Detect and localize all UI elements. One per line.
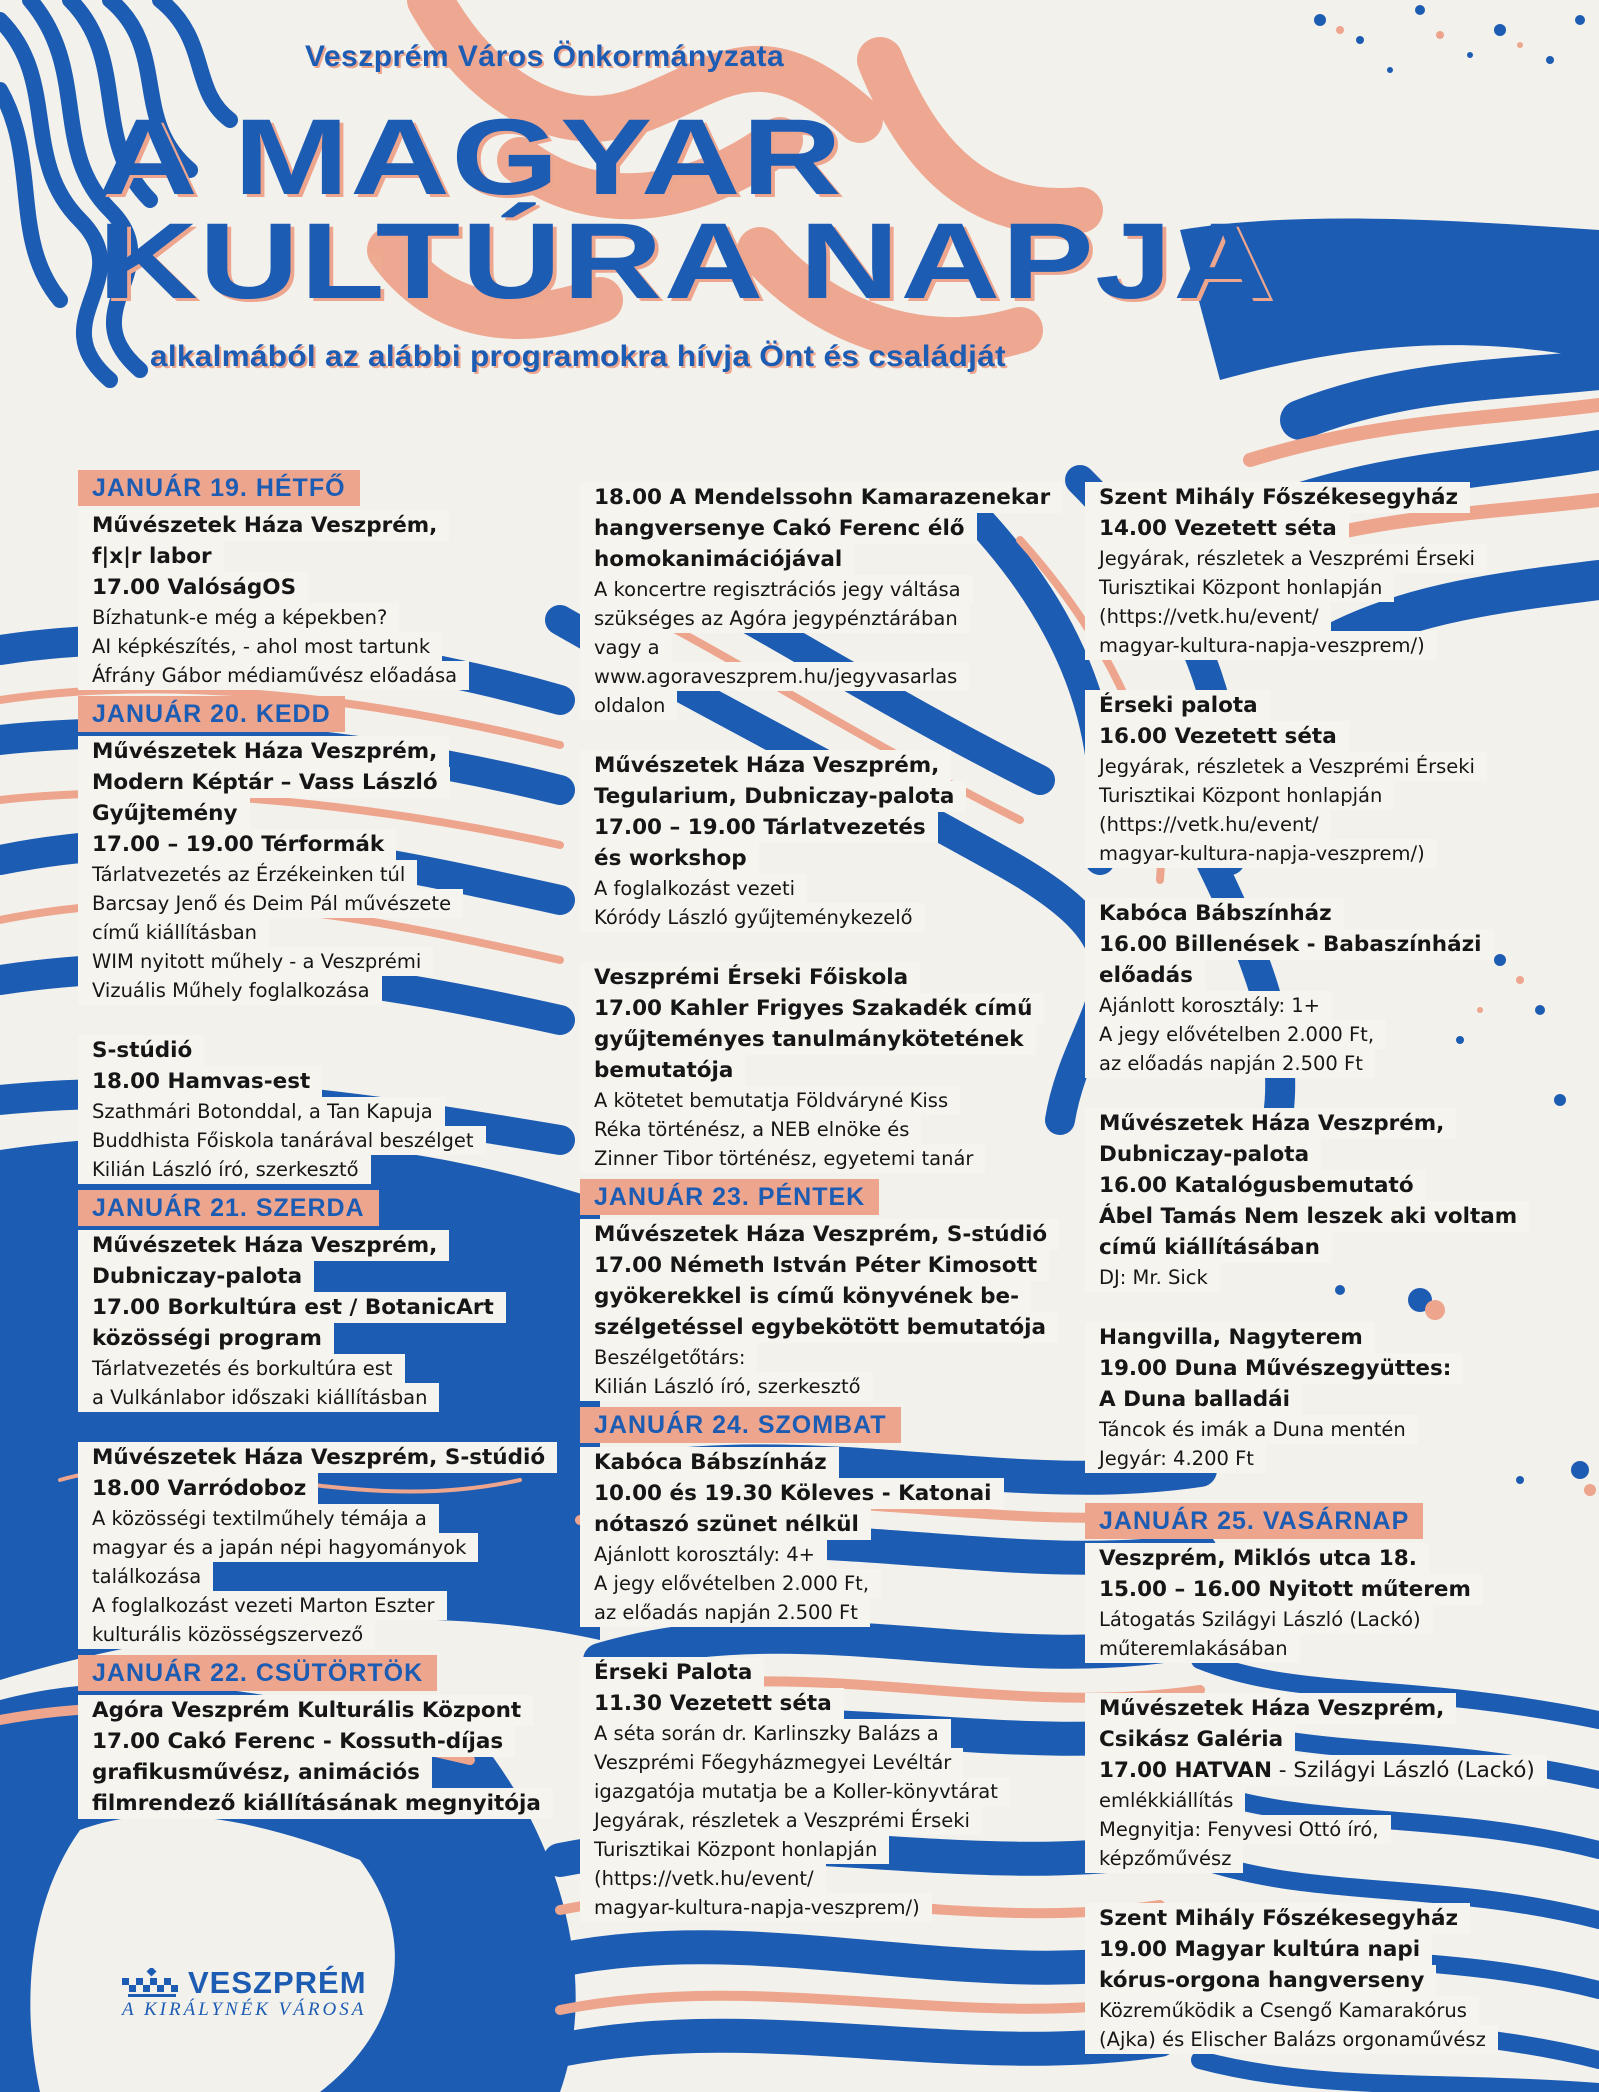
event-varrodoboz <box>78 1442 558 1649</box>
event-title <box>1085 1755 1547 1786</box>
event-description: szükséges az Agóra jegypénztárában <box>580 604 970 633</box>
day-heading-jan-21: JANUÁR 21. SZERDA <box>78 1190 379 1226</box>
event-title: 18.00 A Mendelssohn Kamarazenekar <box>580 482 1062 513</box>
event-description: az előadás napján 2.500 Ft <box>580 1598 870 1627</box>
event-link[interactable]: (https://vetk.hu/event/ <box>1085 810 1331 839</box>
event-venue: Modern Képtár – Vass László <box>78 767 450 798</box>
event-description: Kóródy László gyűjteménykezelő <box>580 903 925 932</box>
event-billenesek <box>1085 898 1595 1078</box>
event-title: grafikusművész, animációs <box>78 1757 432 1788</box>
veszprem-logo <box>122 1965 367 2021</box>
event-venue: Agóra Veszprém Kulturális Központ <box>78 1695 533 1726</box>
event-description: WIM nyitott műhely - a Veszprémi <box>78 947 433 976</box>
event-venue: Szent Mihály Főszékesegyház <box>1085 1903 1470 1934</box>
event-link[interactable]: magyar-kultura-napja-veszprem/) <box>1085 839 1437 868</box>
event-venue: Veszprém, Miklós utca 18. <box>1085 1543 1429 1574</box>
event-venue: Gyűjtemény <box>78 798 250 829</box>
event-description: Jegyárak, részletek a Veszprémi Érseki <box>1085 752 1487 781</box>
event-title: 17.00 Cakó Ferenc - Kossuth-díjas <box>78 1726 515 1757</box>
day-heading-jan-25: JANUÁR 25. VASÁRNAP <box>1085 1503 1423 1539</box>
event-venue: Művészetek Háza Veszprém, S-stúdió <box>580 1219 1059 1250</box>
event-title: 19.00 Duna Művészegyüttes: <box>1085 1353 1463 1384</box>
event-korus-orgona <box>1085 1903 1595 2054</box>
program-column-1 <box>78 470 558 1849</box>
event-description: Megnyitja: Fenyvesi Ottó író, <box>1085 1815 1391 1844</box>
event-title: 17.00 Németh István Péter Kimosott <box>580 1250 1049 1281</box>
event-venue: f|x|r labor <box>78 541 224 572</box>
event-link[interactable]: magyar-kultura-napja-veszprem/) <box>580 1893 932 1922</box>
event-description: AI képkészítés, - ahol most tartunk <box>78 632 442 661</box>
event-description: Beszélgetőtárs: <box>580 1343 757 1372</box>
event-link[interactable]: magyar-kultura-napja-veszprem/) <box>1085 631 1437 660</box>
event-link[interactable]: (https://vetk.hu/event/ <box>580 1864 826 1893</box>
day-heading-jan-19: JANUÁR 19. HÉTFŐ <box>78 470 360 506</box>
event-description: A koncertre regisztrációs jegy váltása <box>580 575 973 604</box>
event-venue: Művészetek Háza Veszprém, S-stúdió <box>78 1442 557 1473</box>
event-szent-mihaly-seta <box>1085 482 1595 660</box>
day-heading-jan-23: JANUÁR 23. PÉNTEK <box>580 1179 879 1215</box>
event-nyitott-muterem <box>1085 1543 1595 1663</box>
event-description: A közösségi textilműhely témája a <box>78 1504 439 1533</box>
event-venue: Kabóca Bábszínház <box>580 1447 839 1478</box>
day-heading-jan-22: JANUÁR 22. CSÜTÖRTÖK <box>78 1655 437 1691</box>
event-description: oldalon <box>580 691 677 720</box>
event-description: Tárlatvezetés az Érzékeinken túl <box>78 860 417 889</box>
event-title: közösségi program <box>78 1323 334 1354</box>
event-tegularium-workshop <box>580 750 1080 932</box>
event-description: Réka történész, a NEB elnöke és <box>580 1115 921 1144</box>
day-heading-jan-24: JANUÁR 24. SZOMBAT <box>580 1407 901 1443</box>
event-venue: Veszprémi Érseki Főiskola <box>580 962 920 993</box>
event-terformak <box>78 736 558 1005</box>
event-description: A foglalkozást vezeti <box>580 874 807 903</box>
event-description: Zinner Tibor történész, egyetemi tanár <box>580 1144 985 1173</box>
event-venue: Művészetek Háza Veszprém, <box>1085 1108 1456 1139</box>
event-venue: Művészetek Háza Veszprém, <box>580 750 951 781</box>
event-cako-kiallitas <box>78 1695 558 1819</box>
event-description: Buddhista Főiskola tanárával beszélget <box>78 1126 486 1155</box>
page-title <box>98 96 1275 321</box>
event-description: Szathmári Botonddal, a Tan Kapuja <box>78 1097 445 1126</box>
event-description: Jegyárak, részletek a Veszprémi Érseki <box>580 1806 982 1835</box>
event-title: 14.00 Vezetett séta <box>1085 513 1349 544</box>
event-title: bemutatója <box>580 1055 745 1086</box>
event-title: homokanimációjával <box>580 544 854 575</box>
event-title: nótaszó szünet nélkül <box>580 1509 871 1540</box>
event-erseki-palota-seta-16 <box>1085 690 1595 868</box>
event-szakadek-bemutato <box>580 962 1080 1173</box>
event-description: Turisztikai Központ honlapján <box>1085 573 1394 602</box>
event-title: szélgetéssel egybekötött bemutatója <box>580 1312 1058 1343</box>
event-venue: Művészetek Háza Veszprém, <box>78 510 449 541</box>
event-erseki-palota-seta <box>580 1657 1080 1922</box>
event-valosagos <box>78 510 558 690</box>
event-description: Turisztikai Központ honlapján <box>1085 781 1394 810</box>
event-venue: Csikász Galéria <box>1085 1724 1295 1755</box>
event-title: 15.00 – 16.00 Nyitott műterem <box>1085 1574 1483 1605</box>
event-description: Látogatás Szilágyi László (Lackó) <box>1085 1605 1433 1634</box>
event-venue: Dubniczay-palota <box>78 1261 314 1292</box>
event-description: DJ: Mr. Sick <box>1085 1263 1220 1292</box>
title-line-1: A MAGYAR <box>98 96 844 217</box>
event-description: A séta során dr. Karlinszky Balázs a <box>580 1719 951 1748</box>
event-description: Jegyárak, részletek a Veszprémi Érseki <box>1085 544 1487 573</box>
crown-checker-icon <box>122 1968 182 1998</box>
event-venue: Dubniczay-palota <box>1085 1139 1321 1170</box>
event-description: Közreműködik a Csengő Kamarakórus <box>1085 1996 1479 2025</box>
event-description: Kilián László író, szerkesztő <box>580 1372 873 1401</box>
event-description: Bízhatunk-e még a képekben? <box>78 603 399 632</box>
event-venue: Művészetek Háza Veszprém, <box>78 1230 449 1261</box>
event-title: filmrendező kiállításának megnyitója <box>78 1788 553 1819</box>
organizer-name: Veszprém Város Önkormányzata <box>305 40 785 73</box>
event-description: A kötetet bemutatja Földváryné Kiss <box>580 1086 960 1115</box>
event-description: a Vulkánlabor időszaki kiállításban <box>78 1383 439 1412</box>
title-line-2: KULTÚRA NAPJA <box>98 200 1275 321</box>
event-description: képzőművész <box>1085 1844 1243 1873</box>
event-hatvan <box>1085 1693 1595 1873</box>
event-description: A jegy elővételben 2.000 Ft, <box>580 1569 881 1598</box>
event-description: Táncok és imák a Duna mentén <box>1085 1415 1418 1444</box>
event-description: Jegyár: 4.200 Ft <box>1085 1444 1266 1473</box>
event-title: 18.00 Varródoboz <box>78 1473 318 1504</box>
event-venue: Érseki palota <box>1085 690 1270 721</box>
event-title: 18.00 Hamvas-est <box>78 1066 322 1097</box>
event-title: 16.00 Katalógusbemutató <box>1085 1170 1426 1201</box>
event-hamvas-est <box>78 1035 558 1184</box>
event-description: (Ajka) és Elischer Balázs orgonaművész <box>1085 2025 1498 2054</box>
event-venue: Művészetek Háza Veszprém, <box>1085 1693 1456 1724</box>
event-mendelssohn-koncert <box>580 482 1080 720</box>
program-column-2 <box>580 482 1080 1952</box>
event-venue: Érseki Palota <box>580 1657 764 1688</box>
event-description: igazgatója mutatja be a Koller-könyvtárat <box>580 1777 1010 1806</box>
event-description: emlékkiállítás <box>1085 1786 1245 1815</box>
event-title: 17.00 Borkultúra est / BotanicArt <box>78 1292 506 1323</box>
page-subtitle: alkalmából az alábbi programokra hívja Önt és családját <box>150 340 1006 373</box>
event-title: A Duna balladái <box>1085 1384 1302 1415</box>
program-column-3 <box>1085 482 1595 2084</box>
event-venue: S-stúdió <box>78 1035 204 1066</box>
event-description: A jegy elővételben 2.000 Ft, <box>1085 1020 1386 1049</box>
event-title: című kiállításában <box>1085 1232 1332 1263</box>
event-description: Ajánlott korosztály: 4+ <box>580 1540 827 1569</box>
event-description: találkozása <box>78 1562 213 1591</box>
event-title: 19.00 Magyar kultúra napi <box>1085 1934 1432 1965</box>
logo-name: VESZPRÉM <box>188 1965 367 2000</box>
event-description: az előadás napján 2.500 Ft <box>1085 1049 1375 1078</box>
event-title: kórus-orgona hangverseny <box>1085 1965 1436 1996</box>
event-title: 17.00 Kahler Frigyes Szakadék című <box>580 993 1044 1024</box>
event-venue: Kabóca Bábszínház <box>1085 898 1344 929</box>
event-title: 10.00 és 19.30 Köleves - Katonai <box>580 1478 1004 1509</box>
ticket-link[interactable]: www.agoraveszprem.hu/jegyvasarlas <box>580 662 969 691</box>
event-kimosott-gyokerekkel <box>580 1219 1080 1401</box>
event-title: 16.00 Vezetett séta <box>1085 721 1349 752</box>
event-description: műteremlakásában <box>1085 1634 1300 1663</box>
event-title: hangversenye Cakó Ferenc élő <box>580 513 977 544</box>
event-title: 17.00 – 19.00 Tárlatvezetés <box>580 812 938 843</box>
event-venue: Művészetek Háza Veszprém, <box>78 736 449 767</box>
event-title: gyűjteményes tanulmánykötetének <box>580 1024 1036 1055</box>
event-description: kulturális közösségszervező <box>78 1620 375 1649</box>
event-description: Áfrány Gábor médiaművész előadása <box>78 661 469 690</box>
event-description: Veszprémi Főegyházmegyei Levéltár <box>580 1748 963 1777</box>
event-katalogusbemutato <box>1085 1108 1595 1292</box>
event-title-rest: - Szilágyi László (Lackó) <box>1271 1758 1535 1783</box>
event-title: Ábel Tamás Nem leszek aki voltam <box>1085 1201 1529 1232</box>
event-description: Vizuális Műhely foglalkozása <box>78 976 382 1005</box>
event-description: Barcsay Jenő és Deim Pál művészete <box>78 889 463 918</box>
event-venue: Hangvilla, Nagyterem <box>1085 1322 1375 1353</box>
event-title: 11.30 Vezetett séta <box>580 1688 844 1719</box>
event-description: Turisztikai Központ honlapján <box>580 1835 889 1864</box>
event-title: 16.00 Billenések - Babaszínházi <box>1085 929 1494 960</box>
event-title: gyökerekkel is című könyvének be- <box>580 1281 1031 1312</box>
event-title: 17.00 – 19.00 Térformák <box>78 829 396 860</box>
event-title-bold: 17.00 HATVAN <box>1099 1758 1272 1783</box>
event-borkultura-est <box>78 1230 558 1412</box>
event-description: Tárlatvezetés és borkultúra est <box>78 1354 405 1383</box>
event-koleves <box>580 1447 1080 1627</box>
event-description: című kiállításban <box>78 918 269 947</box>
event-description: vagy a <box>580 633 672 662</box>
event-duna-balladai <box>1085 1322 1595 1473</box>
event-title: és workshop <box>580 843 759 874</box>
event-description: A foglalkozást vezeti Marton Eszter <box>78 1591 447 1620</box>
event-title: 17.00 ValóságOS <box>78 572 308 603</box>
logo-tagline: A KIRÁLYNÉK VÁROSA <box>122 1999 367 2020</box>
event-title: előadás <box>1085 960 1205 991</box>
event-description: Ajánlott korosztály: 1+ <box>1085 991 1332 1020</box>
event-venue: Szent Mihály Főszékesegyház <box>1085 482 1470 513</box>
event-description: magyar és a japán népi hagyományok <box>78 1533 478 1562</box>
event-description: Kilián László író, szerkesztő <box>78 1155 371 1184</box>
day-heading-jan-20: JANUÁR 20. KEDD <box>78 696 345 732</box>
event-venue: Tegularium, Dubniczay-palota <box>580 781 966 812</box>
event-link[interactable]: (https://vetk.hu/event/ <box>1085 602 1331 631</box>
